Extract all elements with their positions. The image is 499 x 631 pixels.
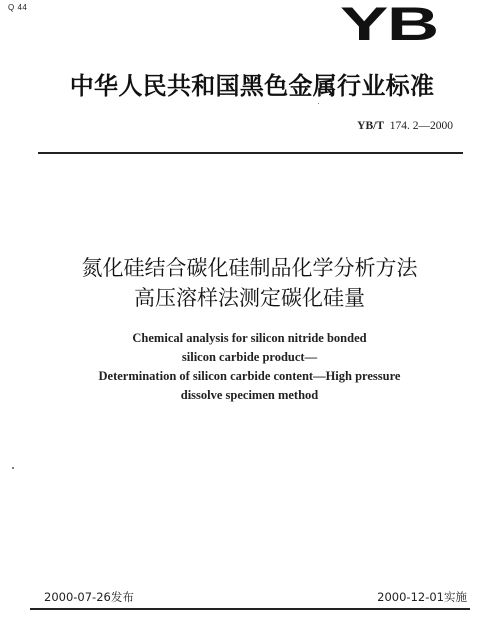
english-title-line-3: Determination of silicon carbide content—High pressure	[98, 369, 401, 383]
standard-code: 174. 2—2000	[389, 120, 453, 132]
standard-prefix: YB/T	[357, 120, 384, 132]
standard-category-title: 中华人民共和国黑色金属行业标准	[69, 72, 435, 100]
standard-number	[357, 120, 453, 132]
implement-date-line	[377, 589, 467, 605]
issue-date-line	[44, 589, 134, 605]
header-divider	[38, 152, 463, 154]
scan-speck	[12, 467, 14, 469]
english-title-line-1: Chemical analysis for silicon nitride bonded	[132, 331, 367, 345]
implement-label: 实施	[444, 590, 467, 604]
english-title-line-4: dissolve specimen method	[180, 388, 319, 402]
classification-code: Q 44	[8, 3, 28, 12]
issue-label: 发布	[110, 590, 134, 604]
chinese-title-line-2: 高压溶样法测定碳化硅量	[134, 286, 365, 310]
implement-date: 2000-12-01	[377, 590, 444, 604]
footer-divider	[30, 608, 470, 610]
yb-logo: YB	[340, 0, 438, 51]
issue-date: 2000-07-26	[44, 590, 111, 604]
scan-speck	[318, 103, 319, 104]
chinese-title-line-1: 氮化硅结合碳化硅制品化学分析方法	[81, 256, 418, 280]
english-title-line-2: silicon carbide product—	[181, 350, 318, 364]
